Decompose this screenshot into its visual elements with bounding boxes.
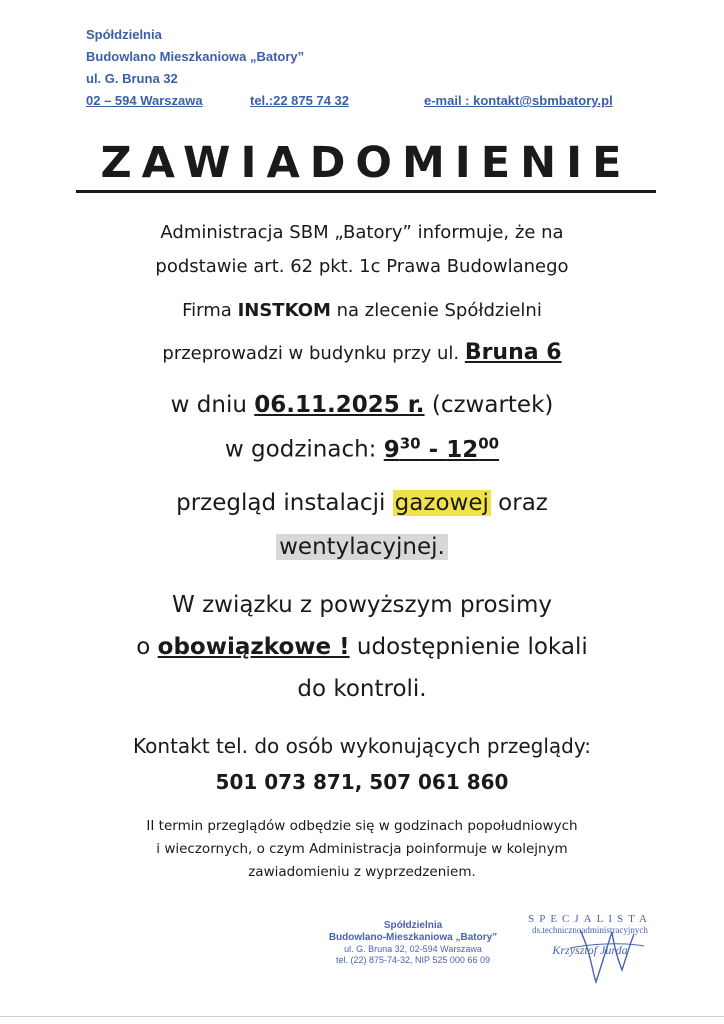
body-line-ventilation xyxy=(0,534,724,560)
inspection-hours xyxy=(383,434,500,463)
gas-highlight: gazowej xyxy=(394,490,489,516)
page-bottom-rule xyxy=(0,1016,724,1017)
body-line-3-pre: Firma xyxy=(182,300,238,321)
inspection-date: 06.11.2025 r. xyxy=(254,392,425,418)
body-line-2: podstawie art. 62 pkt. 1c Prawa Budowlanego xyxy=(155,256,569,277)
letterhead-street: ul. G. Bruna 32 xyxy=(86,71,178,86)
contact-phones: 501 073 871, 507 061 860 xyxy=(215,770,509,794)
stamp-line-4: tel. (22) 875-74-32, NIP 525 000 66 09 xyxy=(336,955,490,965)
contractor-name: INSTKOM xyxy=(237,300,331,321)
title-underline xyxy=(76,190,656,193)
signature-icon xyxy=(560,920,650,990)
body-line-3-post: na zlecenie Spółdzielni xyxy=(330,300,542,321)
note-line-1: II termin przeglądów odbędzie się w godzinach popołudniowych xyxy=(146,818,578,834)
body-line-control: do kontroli. xyxy=(297,676,427,702)
cooperative-stamp xyxy=(318,920,508,966)
body-line-3 xyxy=(0,300,724,321)
time-start-minute: 30 xyxy=(399,434,421,452)
scope-post: oraz xyxy=(490,490,548,516)
specialist-role: ds.technicznoadministracyjnych xyxy=(532,925,648,935)
time-end-hour: 12 xyxy=(446,436,479,463)
stamp-line-2: Budowlano-Mieszkaniowa „Batory” xyxy=(328,932,498,943)
body-line-hours xyxy=(0,434,724,463)
letterhead-phone: tel.:22 875 74 32 xyxy=(250,93,350,108)
letterhead xyxy=(86,24,638,112)
time-separator: - xyxy=(420,436,447,463)
body-line-scope xyxy=(0,490,724,516)
letterhead-org-full: Budowlano Mieszkaniowa „Batory” xyxy=(86,49,305,64)
body-line-mandatory xyxy=(0,634,724,660)
body-line-4 xyxy=(0,340,724,365)
mandatory-word: obowiązkowe ! xyxy=(157,634,350,660)
body-line-4-pre: przeprowadzi w budynku przy ul. xyxy=(162,343,465,364)
specialist-title: SPECJALISTA xyxy=(528,913,652,925)
body-line-date xyxy=(0,392,724,418)
note-line-2: i wieczornych, o czym Administracja poinformuje w kolejnym xyxy=(156,841,568,857)
body-line-contact: Kontakt tel. do osób wykonujących przeglądy: xyxy=(133,734,591,758)
time-start-hour: 9 xyxy=(383,436,400,463)
time-end-minute: 00 xyxy=(478,434,500,452)
body-line-request: W związku z powyższym prosimy xyxy=(172,592,552,618)
letterhead-email: e-mail : kontakt@sbmbatory.pl xyxy=(424,93,613,108)
hours-pre: w godzinach: xyxy=(224,436,384,463)
specialist-name: Krzysztof Jurda xyxy=(552,943,628,957)
date-pre: w dniu xyxy=(170,392,255,418)
mandatory-pre: o xyxy=(136,634,158,660)
letterhead-org: Spółdzielnia xyxy=(86,27,162,42)
scope-pre: przegląd instalacji xyxy=(176,490,393,516)
body-line-1: Administracja SBM „Batory” informuje, że na xyxy=(160,222,564,243)
stamp-line-3: ul. G. Bruna 32, 02-594 Warszawa xyxy=(344,944,482,954)
note-line-3: zawiadomieniu z wyprzedzeniem. xyxy=(248,864,476,880)
mandatory-post: udostępnienie lokali xyxy=(349,634,588,660)
stamp-line-1: Spółdzielnia xyxy=(383,920,443,931)
letterhead-city: 02 – 594 Warszawa xyxy=(86,93,203,108)
letterhead-contact xyxy=(86,90,638,112)
ventilation-highlight: wentylacyjnej. xyxy=(276,534,448,560)
building-address: Bruna 6 xyxy=(464,340,562,365)
date-post: (czwartek) xyxy=(424,392,554,418)
document-title: ZAWIADOMIENIE xyxy=(100,138,632,188)
